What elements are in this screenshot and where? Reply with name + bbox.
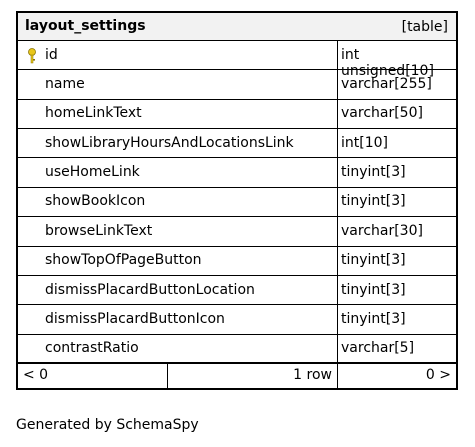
column-name: contrastRatio	[45, 340, 139, 357]
column-row[interactable]	[18, 276, 456, 305]
table-type-label: [table]	[401, 19, 448, 35]
column-type: varchar[255]	[341, 76, 432, 93]
children-count: 0 >	[425, 367, 451, 383]
column-row[interactable]	[18, 247, 456, 276]
column-type: tinyint[3]	[341, 164, 406, 181]
column-name-cell	[18, 100, 338, 128]
column-row[interactable]	[18, 188, 456, 217]
column-row[interactable]	[18, 305, 456, 334]
column-type: int[10]	[341, 134, 388, 151]
children-count-cell[interactable]	[338, 364, 456, 388]
column-type: tinyint[3]	[341, 193, 406, 210]
column-row[interactable]	[18, 335, 456, 364]
column-row[interactable]	[18, 158, 456, 187]
column-type: tinyint[3]	[341, 281, 406, 298]
column-name: showLibraryHoursAndLocationsLink	[45, 134, 294, 151]
column-row[interactable]	[18, 70, 456, 99]
column-name-cell	[18, 276, 338, 304]
column-type: tinyint[3]	[341, 252, 406, 269]
column-name: showTopOfPageButton	[45, 252, 202, 269]
row-count-cell	[168, 364, 338, 388]
column-type: varchar[50]	[341, 105, 423, 122]
column-type: varchar[5]	[341, 340, 415, 357]
column-name-cell	[18, 188, 338, 216]
column-name: name	[45, 76, 85, 93]
column-type: varchar[30]	[341, 222, 423, 239]
column-name: useHomeLink	[45, 164, 140, 181]
column-name-cell	[18, 217, 338, 245]
column-type: tinyint[3]	[341, 310, 406, 327]
table-name[interactable]: layout_settings	[25, 18, 146, 34]
column-name-cell	[18, 129, 338, 157]
column-name-cell	[18, 41, 338, 69]
row-count: 1 row	[293, 367, 332, 383]
column-name: dismissPlacardButtonIcon	[45, 310, 225, 327]
column-name: id	[45, 46, 58, 63]
table-header	[18, 13, 456, 41]
column-type: int unsigned[10]	[341, 46, 434, 79]
primary-key-icon	[27, 48, 37, 64]
column-row[interactable]	[18, 41, 456, 79]
column-name: showBookIcon	[45, 193, 146, 210]
table-footer	[18, 364, 456, 388]
column-row[interactable]	[18, 129, 456, 158]
parents-count-cell[interactable]	[18, 364, 168, 388]
column-name-cell	[18, 247, 338, 275]
column-name-cell	[18, 305, 338, 333]
column-name: homeLinkText	[45, 105, 142, 122]
column-row[interactable]	[18, 217, 456, 246]
column-name: dismissPlacardButtonLocation	[45, 281, 255, 298]
generated-by-text: Generated by SchemaSpy	[16, 417, 199, 433]
column-name: browseLinkText	[45, 222, 153, 239]
column-name-cell	[18, 335, 338, 362]
column-row[interactable]	[18, 100, 456, 129]
parents-count: < 0	[23, 367, 49, 383]
table-box	[16, 11, 458, 390]
column-name-cell	[18, 70, 338, 98]
column-name-cell	[18, 158, 338, 186]
